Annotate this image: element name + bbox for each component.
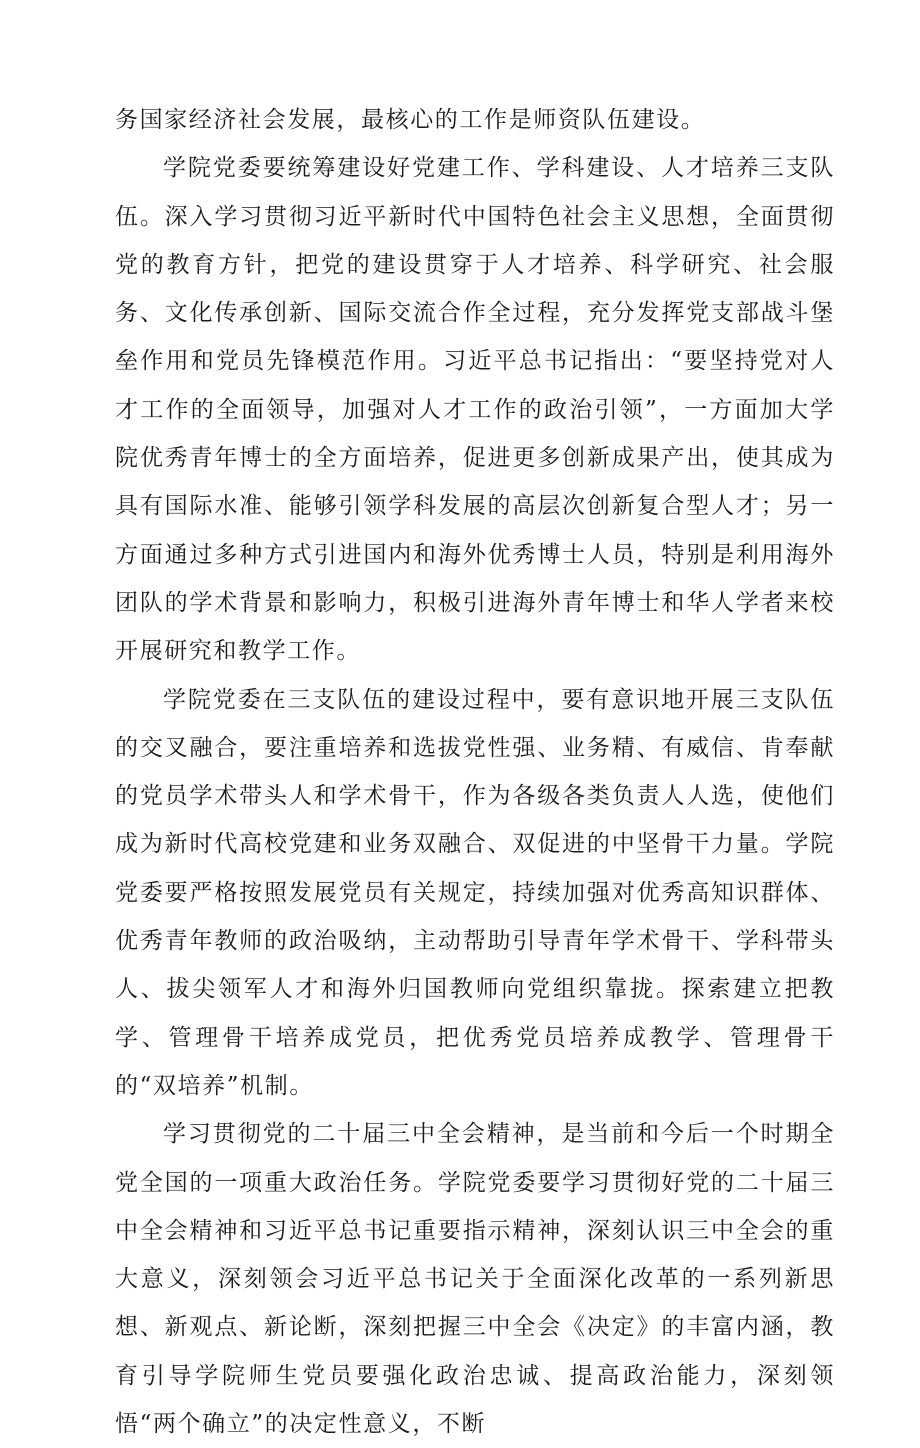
- paragraph-continuation: 务国家经济社会发展，最核心的工作是师资队伍建设。: [115, 107, 706, 133]
- document-body: [115, 96, 835, 1448]
- paragraph-team-integration: 学院党委在三支队伍的建设过程中，要有意识地开展三支队伍的交叉融合，要注重培养和选拔党性强、业务精、有威信、肯奉献的党员学术带头人和学术骨干，作为各级各类负责人人选，使他们成为新时代高校党建和业务双融合、双促进的中坚骨干力量。学院党委要严格按照发展党员有关规定，持续加强对优秀高知识群体、优秀青年教师的政治吸纳，主动帮助引导青年学术骨干、学科带头人、拔尖领军人才和海外归国教师向党组织靠拢。探索建立把教学、管理骨干培养成党员，把优秀党员培养成教学、管理骨干的“双培养”机制。: [115, 686, 835, 1099]
- paragraph-third-plenum: 学习贯彻党的二十届三中全会精神，是当前和今后一个时期全党全国的一项重大政治任务。学院党委要学习贯彻好党的二十届三中全会精神和习近平总书记重要指示精神，深刻认识三中全会的重大意义，深刻领会习近平总书记关于全面深化改革的一系列新思想、新观点、新论断，深刻把握三中全会《决定》的丰富内涵，教育引导学院师生党员要强化政治忠诚、提高政治能力，深刻领悟“两个确立”的决定性意义，不断: [115, 1121, 835, 1438]
- paragraph-talent-teams: 学院党委要统筹建设好党建工作、学科建设、人才培养三支队伍。深入学习贯彻习近平新时代中国特色社会主义思想，全面贯彻党的教育方针，把党的建设贯穿于人才培养、科学研究、社会服务、文化传承创新、国际交流合作全过程，充分发挥党支部战斗堡垒作用和党员先锋模范作用。习近平总书记指出：“要坚持党对人才工作的全面领导，加强对人才工作的政治引领”，一方面加大学院优秀青年博士的全方面培养，促进更多创新成果产出，使其成为具有国际水准、能够引领学科发展的高层次创新复合型人才；另一方面通过多种方式引进国内和海外优秀博士人员，特别是利用海外团队的学术背景和影响力，积极引进海外青年博士和华人学者来校开展研究和教学工作。: [115, 155, 835, 665]
